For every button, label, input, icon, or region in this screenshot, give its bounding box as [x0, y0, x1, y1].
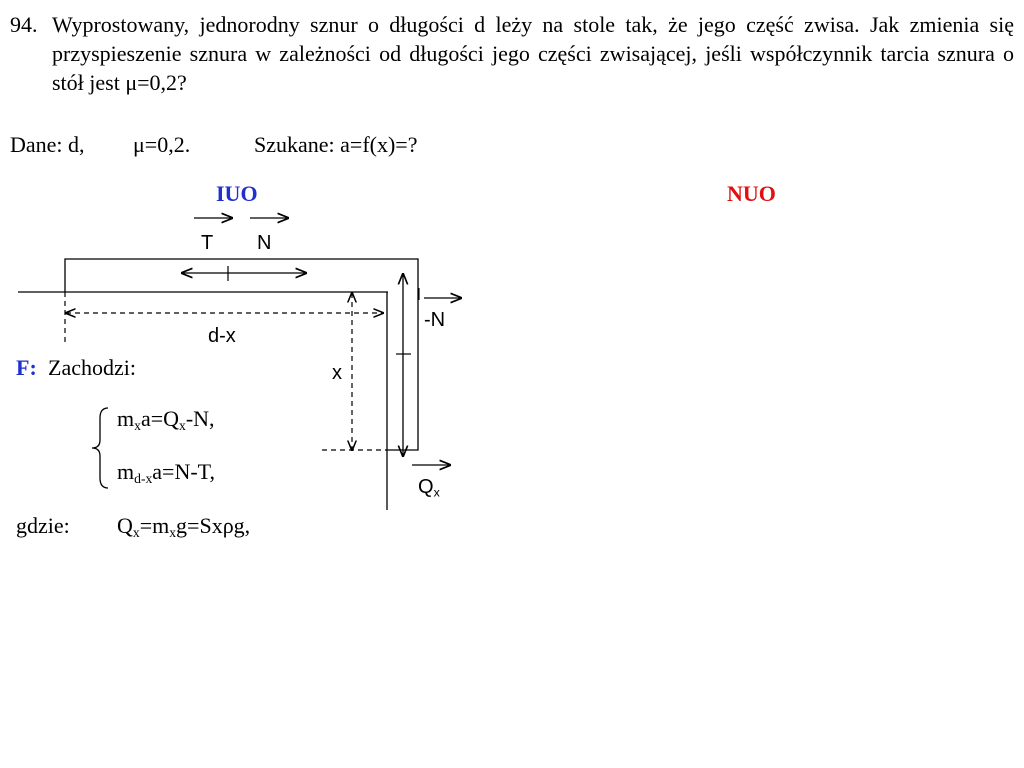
noninertial-frame-label: NUO — [727, 181, 776, 206]
label-minus-N: -N — [424, 309, 446, 331]
label-N: N — [257, 232, 272, 254]
given-mu: μ=0,2. — [133, 132, 191, 157]
given-label: Dane: d, — [10, 132, 85, 157]
label-Q-x: $Q_x$ — [418, 476, 440, 500]
label-T: T — [201, 232, 214, 254]
inertial-frame-label: IUO — [216, 181, 258, 206]
label-d-minus-x: d-x — [208, 325, 236, 347]
where-label: gdzie: — [16, 513, 70, 538]
sought-label: Szukane: a=f(x)=? — [254, 132, 418, 157]
physics-label: F: — [16, 355, 37, 380]
equation-1: $m_xa=Q_x-N$, — [117, 406, 215, 434]
problem-text: Wyprostowany, jednorodny sznur o długości d leży na stole tak, że jego część zwisa. Jak zmienia się przyspieszenie sznura w zależności od długości jego części zwisającej, jeśli współczynnik tarcia sznura o stół jest μ=0,2? — [52, 12, 1014, 95]
equation-brace — [92, 408, 108, 488]
physics-intro: Zachodzi: — [48, 355, 136, 380]
label-x: x — [332, 362, 342, 384]
equation-2: $m_{d-x}a=N-T$, — [117, 459, 215, 487]
problem-number: 94. — [10, 12, 38, 37]
where-formula: $Q_x=m_xg=Sx\rho g$, — [117, 513, 251, 541]
